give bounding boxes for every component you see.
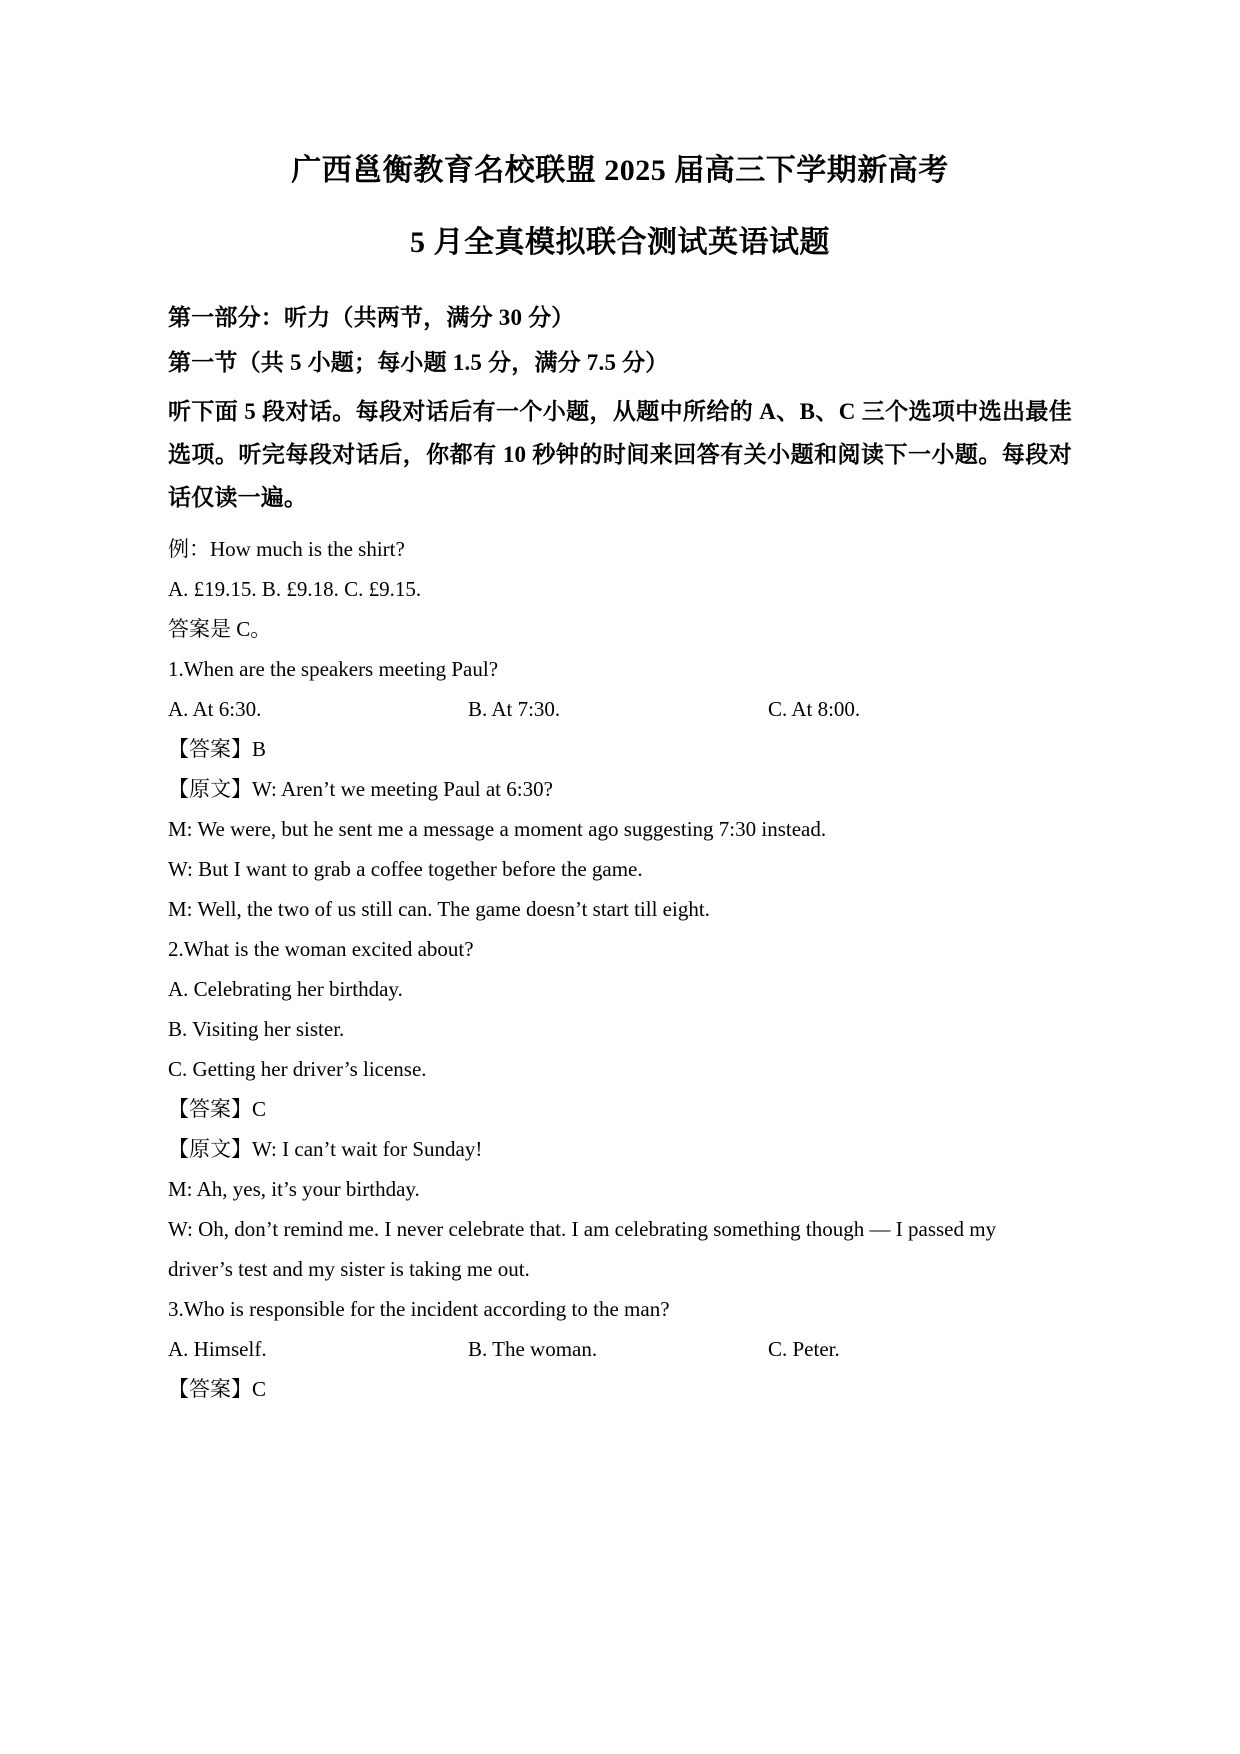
example-options: A. £19.15. B. £9.18. C. £9.15. [168, 577, 422, 601]
answer-label: 【答案】B [168, 737, 267, 761]
page-title-line-2: 5 月全真模拟联合测试英语试题 [410, 226, 830, 259]
question-stem: 2.What is the woman excited about? [168, 937, 474, 961]
option-a[interactable]: A. Himself. [168, 1337, 267, 1361]
option-c[interactable]: C. Getting her driver’s license. [168, 1057, 427, 1081]
question-options-row [168, 1329, 1072, 1369]
transcript-line: W: But I want to grab a coffee together before the game. [168, 857, 643, 881]
option-a[interactable]: A. Celebrating her birthday. [168, 977, 403, 1001]
option-a[interactable]: A. At 6:30. [168, 697, 262, 721]
transcript-line: W: Oh, don’t remind me. I never celebrate that. I am celebrating something though — I passed my [168, 1217, 997, 1241]
question-stem: 3.Who is responsible for the incident according to the man? [168, 1297, 670, 1321]
option-c[interactable]: C. Peter. [768, 1337, 840, 1361]
question-stem: 1.When are the speakers meeting Paul? [168, 657, 499, 681]
answer-label: 【答案】C [168, 1097, 267, 1121]
listening-instructions: 听下面 5 段对话。每段对话后有一个小题，从题中所给的 A、B、C 三个选项中选出最佳选项。听完每段对话后，你都有 10 秒钟的时间来回答有关小题和阅读下一小题。每段对话仅读一遍。 [168, 399, 1072, 510]
transcript-label: 【原文】W: Aren’t we meeting Paul at 6:30? [168, 777, 553, 801]
transcript-line: M: Well, the two of us still can. The game doesn’t start till eight. [168, 897, 710, 921]
option-c[interactable]: C. At 8:00. [768, 697, 861, 721]
option-b[interactable]: B. At 7:30. [468, 697, 561, 721]
question-options-row [168, 689, 1072, 729]
example-answer: 答案是 C。 [168, 617, 272, 641]
section-one-heading: 第一节（共 5 小题；每小题 1.5 分，满分 7.5 分） [168, 350, 669, 375]
transcript-line: M: Ah, yes, it’s your birthday. [168, 1177, 420, 1201]
answer-label: 【答案】C [168, 1377, 267, 1401]
part-one-heading: 第一部分：听力（共两节，满分 30 分） [168, 305, 575, 330]
transcript-line: driver’s test and my sister is taking me out. [168, 1257, 530, 1281]
option-b[interactable]: B. The woman. [468, 1337, 598, 1361]
transcript-line: M: We were, but he sent me a message a moment ago suggesting 7:30 instead. [168, 817, 827, 841]
transcript-label: 【原文】W: I can’t wait for Sunday! [168, 1137, 483, 1161]
page-title-line-1: 广西邕衡教育名校联盟 2025 届高三下学期新高考 [291, 154, 949, 187]
example-question: 例：How much is the shirt? [168, 537, 405, 561]
option-b[interactable]: B. Visiting her sister. [168, 1017, 345, 1041]
